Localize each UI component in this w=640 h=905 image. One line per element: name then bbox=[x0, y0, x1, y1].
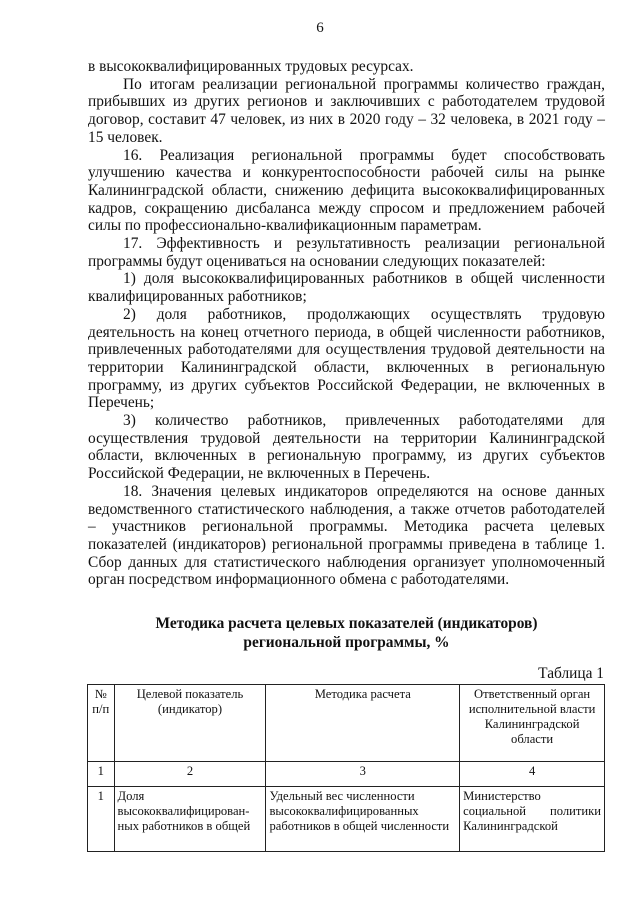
table-label: Таблица 1 bbox=[538, 665, 604, 682]
header-indicator: Целевой показатель (индикатор) bbox=[114, 685, 266, 762]
column-number: 1 bbox=[88, 762, 115, 787]
header-organ: Ответственный орган исполнительной власти Калининградской области bbox=[460, 685, 605, 762]
section-title bbox=[88, 614, 605, 652]
paragraph-17: 17. Эффективность и результативность реализации региональной программы будут оцениваться на основании следующих показателей: bbox=[88, 235, 605, 270]
section-title-line-2: региональной программы, % bbox=[243, 634, 450, 651]
paragraph-16: 16. Реализация региональной программы будет способствовать улучшению качества и конкурентоспособности рабочей силы на рынке Калининградской области, снижению дефицита высококвалифицированных кадров, сокращению дисбаланса между спросом и предложением рабочей силы по профессионально-квалификационным параметрам. bbox=[88, 146, 605, 235]
indicator-item-1: 1) доля высококвалифицированных работников в общей численности квалифицированных работников; bbox=[88, 270, 605, 306]
header-number: № п/п bbox=[88, 685, 115, 762]
section-title-line-1: Методика расчета целевых показателей (индикаторов) bbox=[155, 615, 538, 632]
indicator-item-2: 2) доля работников, продолжающих осуществлять трудовую деятельность на конец отчетного периода, в общей численности работников, привлеченных работодателями для осуществления трудовой деятельности на территории Калининградской области, включенных в региональную программу, из других субъектов Российской Федерации, не включенных в Перечень; bbox=[88, 305, 605, 412]
row-indicator: Доля высококвалифицирован-ных работников в общей bbox=[114, 787, 266, 852]
row-method: Удельный вес численности высококвалифицированных работников в общей численности bbox=[266, 787, 460, 852]
document-body bbox=[88, 58, 605, 589]
column-number: 4 bbox=[460, 762, 605, 787]
paragraph-18: 18. Значения целевых индикаторов определяются на основе данных ведомственного статистического наблюдения, а также отчетов работодателей – участников региональной программы. Методика расчета целевых показателей (индикаторов) региональной программы приведена в таблице 1. Сбор данных для статистического наблюдения организует уполномоченный орган посредством информационного обмена с работодателями. bbox=[88, 482, 605, 589]
paragraph-continuation: в высококвалифицированных трудовых ресурсах. bbox=[88, 58, 414, 75]
row-organ: Министерство социальной политики Калининградской bbox=[460, 787, 605, 852]
table-row bbox=[88, 787, 605, 852]
table-header-row bbox=[88, 685, 605, 762]
paragraph-program-results: По итогам реализации региональной программы количество граждан, прибывших из других регионов и заключивших с работодателем трудовой договор, составит 47 человек, из них в 2020 году – 32 человека, в 2021 году – 15 человек. bbox=[88, 75, 605, 146]
methodics-table bbox=[87, 684, 605, 852]
row-number: 1 bbox=[88, 787, 115, 852]
table-column-numbers-row bbox=[88, 762, 605, 787]
page-number: 6 bbox=[316, 20, 324, 36]
header-method: Методика расчета bbox=[266, 685, 460, 762]
column-number: 3 bbox=[266, 762, 460, 787]
column-number: 2 bbox=[114, 762, 266, 787]
indicator-item-3: 3) количество работников, привлеченных работодателями для осуществления трудовой деятельности на территории Калининградской области, включенных в региональную программу, из других субъектов Российской Федерации, не включенных в Перечень. bbox=[88, 412, 605, 483]
